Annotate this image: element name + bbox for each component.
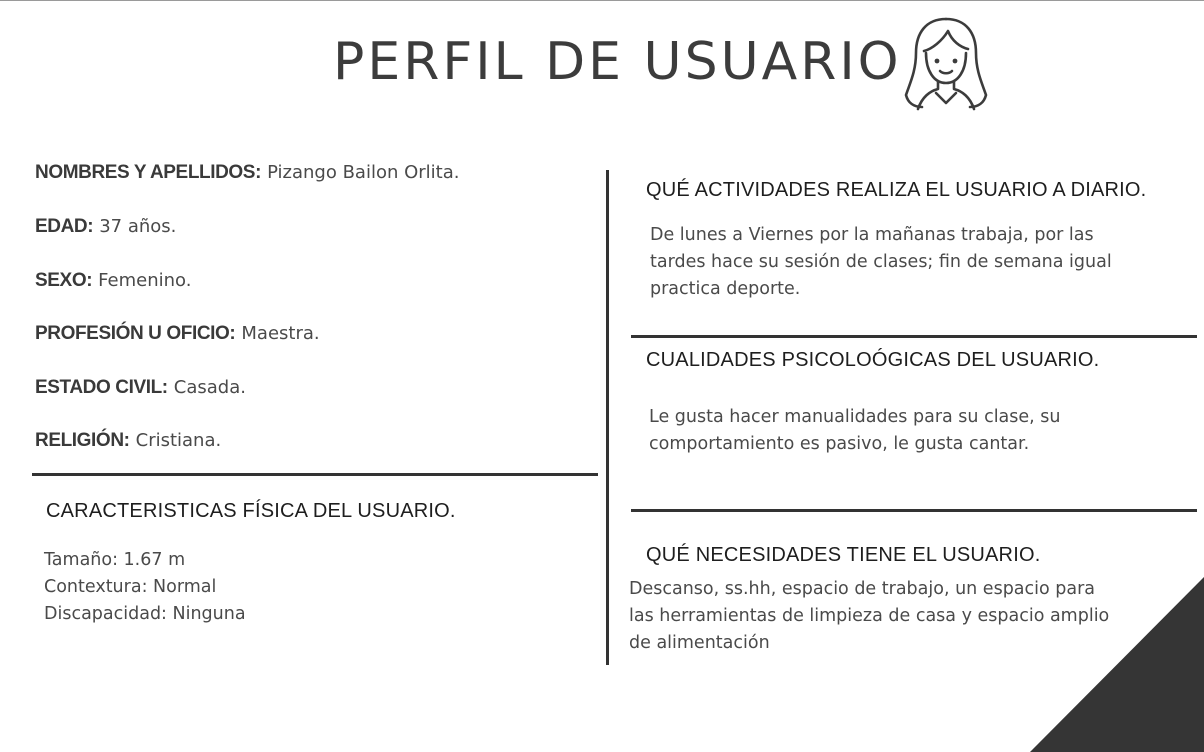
physical-line: Contextura: Normal bbox=[44, 577, 217, 597]
field-label: NOMBRES Y APELLIDOS: bbox=[35, 162, 262, 183]
field-value: Maestra. bbox=[241, 323, 320, 344]
field-value: Femenino. bbox=[98, 270, 192, 291]
physical-line: Discapacidad: Ninguna bbox=[44, 604, 246, 624]
psychological-heading: CUALIDADES PSICOLOÓGICAS DEL USUARIO. bbox=[646, 349, 1100, 371]
needs-heading: QUÉ NECESIDADES TIENE EL USUARIO. bbox=[646, 544, 1041, 566]
psychological-line: Le gusta hacer manualidades para su clase, su bbox=[649, 407, 1061, 427]
field-value: Casada. bbox=[173, 377, 246, 398]
field-label: SEXO: bbox=[35, 270, 93, 291]
field-label: ESTADO CIVIL: bbox=[35, 377, 168, 398]
field-label: EDAD: bbox=[35, 216, 94, 237]
activities-line: tardes hace su sesión de clases; fin de semana igual bbox=[650, 252, 1112, 272]
activities-line: practica deporte. bbox=[650, 279, 801, 299]
page-title: PERFIL DE USUARIO bbox=[333, 32, 902, 92]
needs-line: las herramientas de limpieza de casa y espacio amplio bbox=[629, 606, 1110, 626]
field-label: PROFESIÓN U OFICIO: bbox=[35, 323, 236, 344]
activities-line: De lunes a Viernes por la mañanas trabaja, por las bbox=[650, 225, 1094, 245]
needs-line: de alimentación bbox=[629, 633, 770, 653]
physical-heading: CARACTERISTICAS FÍSICA DEL USUARIO. bbox=[46, 500, 456, 522]
psychological-line: comportamiento es pasivo, le gusta cantar. bbox=[649, 434, 1030, 454]
needs-line: Descanso, ss.hh, espacio de trabajo, un espacio para bbox=[629, 579, 1096, 599]
field-value: Cristiana. bbox=[135, 430, 222, 451]
field-value: 37 años. bbox=[99, 216, 177, 237]
activities-heading: QUÉ ACTIVIDADES REALIZA EL USUARIO A DIARIO. bbox=[646, 179, 1147, 201]
physical-line: Tamaño: 1.67 m bbox=[44, 550, 186, 570]
field-label: RELIGIÓN: bbox=[35, 430, 130, 451]
field-value: Pizango Bailon Orlita. bbox=[267, 162, 460, 183]
